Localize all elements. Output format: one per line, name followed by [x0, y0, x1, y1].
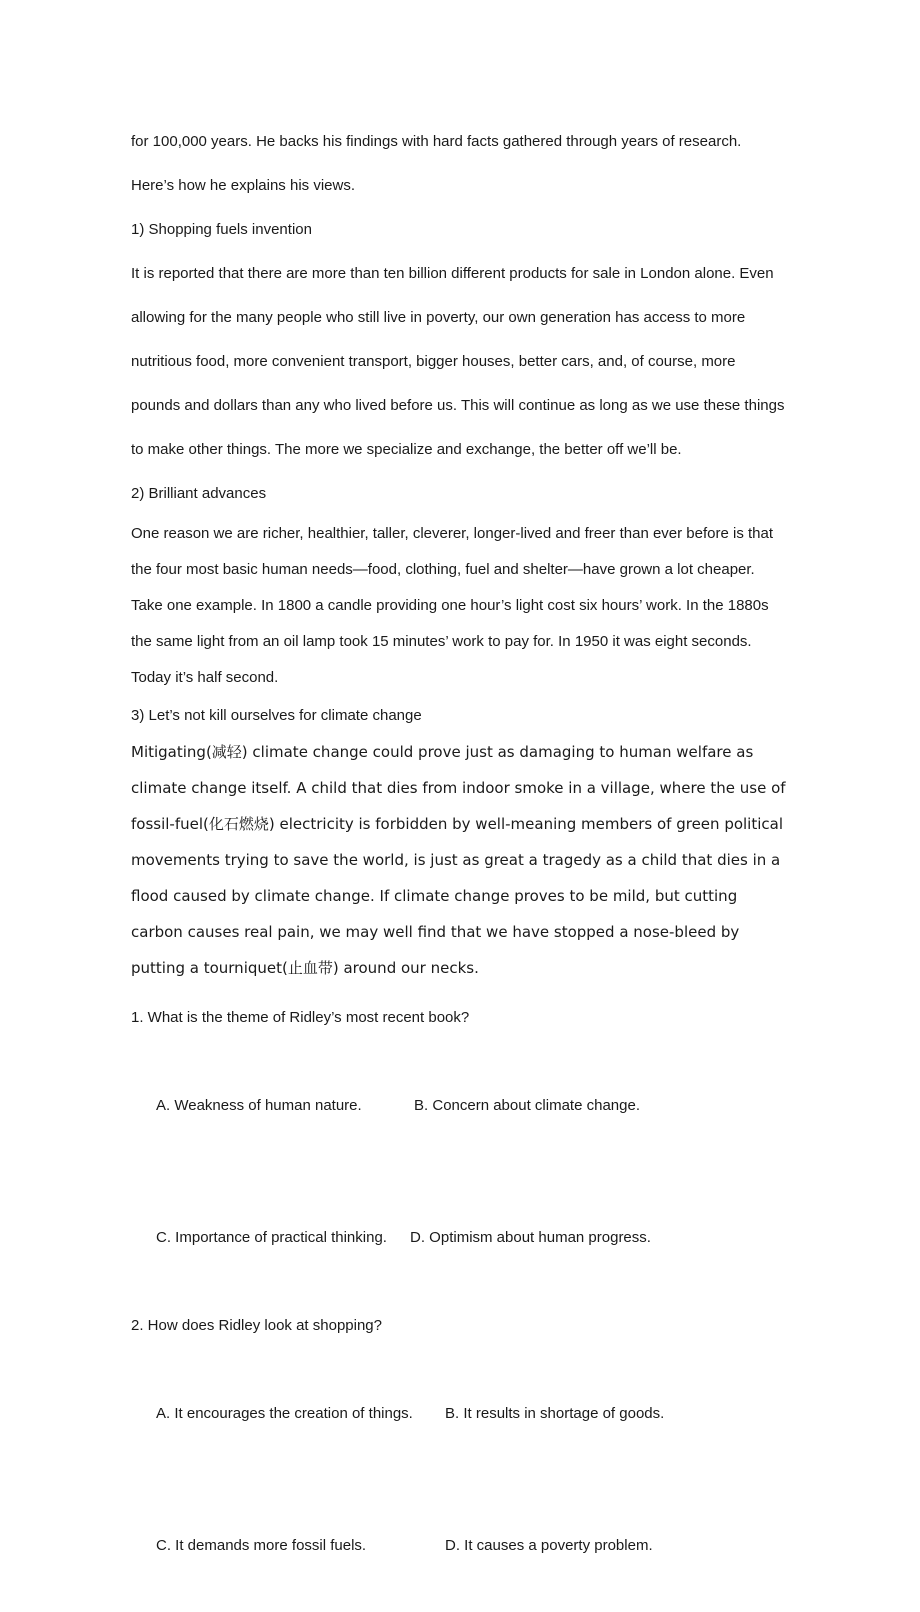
question-1-option-a[interactable]: A. Weakness of human nature.	[156, 1097, 362, 1114]
question-1-options-row-cd	[131, 1172, 786, 1304]
paragraph-lead-in: Here’s how he explains his views.	[131, 177, 355, 194]
question-1-prompt: 1. What is the theme of Ridley’s most recent book?	[131, 1009, 470, 1026]
question-2-option-d[interactable]: D. It causes a poverty problem.	[445, 1537, 653, 1554]
paragraph-intro-continuation: for 100,000 years. He backs his findings with hard facts gathered through years of research.	[131, 133, 742, 150]
question-2-option-b[interactable]: B. It results in shortage of goods.	[445, 1405, 665, 1422]
spacer	[131, 986, 786, 996]
paragraph-section-1-body: It is reported that there are more than ten billion different products for sale in London alone. Even allowing for the many people who still live in poverty, our own generation has access to more nutritious food, more convenient transport, bigger houses, better cars, and, of course, more pounds and dollars than any who lived before us. This will continue as long as we use these things to make other things. The more we specialize and exchange, the better off we’ll be.	[131, 265, 785, 458]
question-2-option-c[interactable]: C. It demands more fossil fuels.	[156, 1537, 367, 1554]
document-text-body	[131, 120, 786, 1612]
question-2-prompt: 2. How does Ridley look at shopping?	[131, 1317, 382, 1334]
section-heading-1: 1) Shopping fuels invention	[131, 221, 312, 238]
question-1-option-c[interactable]: C. Importance of practical thinking.	[156, 1229, 387, 1246]
paragraph-section-3-body: Mitigating(减轻) climate change could prove just as damaging to human welfare as climate change itself. A child that dies from indoor smoke in a village, where the use of fossil-fuel(化石燃烧) electricity is forbidden by well-meaning members of green political movements trying to save the world, is just as great a tragedy as a child that dies in a flood caused by climate change. If climate change proves to be mild, but cutting carbon causes real pain, we may well find that we have stopped a nose-bleed by putting a tourniquet(止血带) around our necks.	[131, 743, 786, 977]
question-2-options-row-cd	[131, 1480, 786, 1612]
question-1-options-row-ab	[131, 1040, 786, 1172]
question-1-option-b[interactable]: B. Concern about climate change.	[414, 1097, 640, 1114]
section-heading-2: 2) Brilliant advances	[131, 485, 267, 502]
paragraph-section-2-body: One reason we are richer, healthier, taller, cleverer, longer-lived and freer than ever before is that the four most basic human needs—food, clothing, fuel and shelter—have grown a lot cheaper. Take one example. In 1800 a candle providing one hour’s light cost six hours’ work. In the 1880s the same light from an oil lamp took 15 minutes’ work to pay for. In 1950 it was eight seconds. Today it’s half second.	[131, 525, 774, 686]
question-2-options-row-ab	[131, 1348, 786, 1480]
section-heading-3: 3) Let’s not kill ourselves for climate change	[131, 707, 422, 724]
question-1-option-d[interactable]: D. Optimism about human progress.	[410, 1229, 651, 1246]
question-2-option-a[interactable]: A. It encourages the creation of things.	[156, 1405, 413, 1422]
